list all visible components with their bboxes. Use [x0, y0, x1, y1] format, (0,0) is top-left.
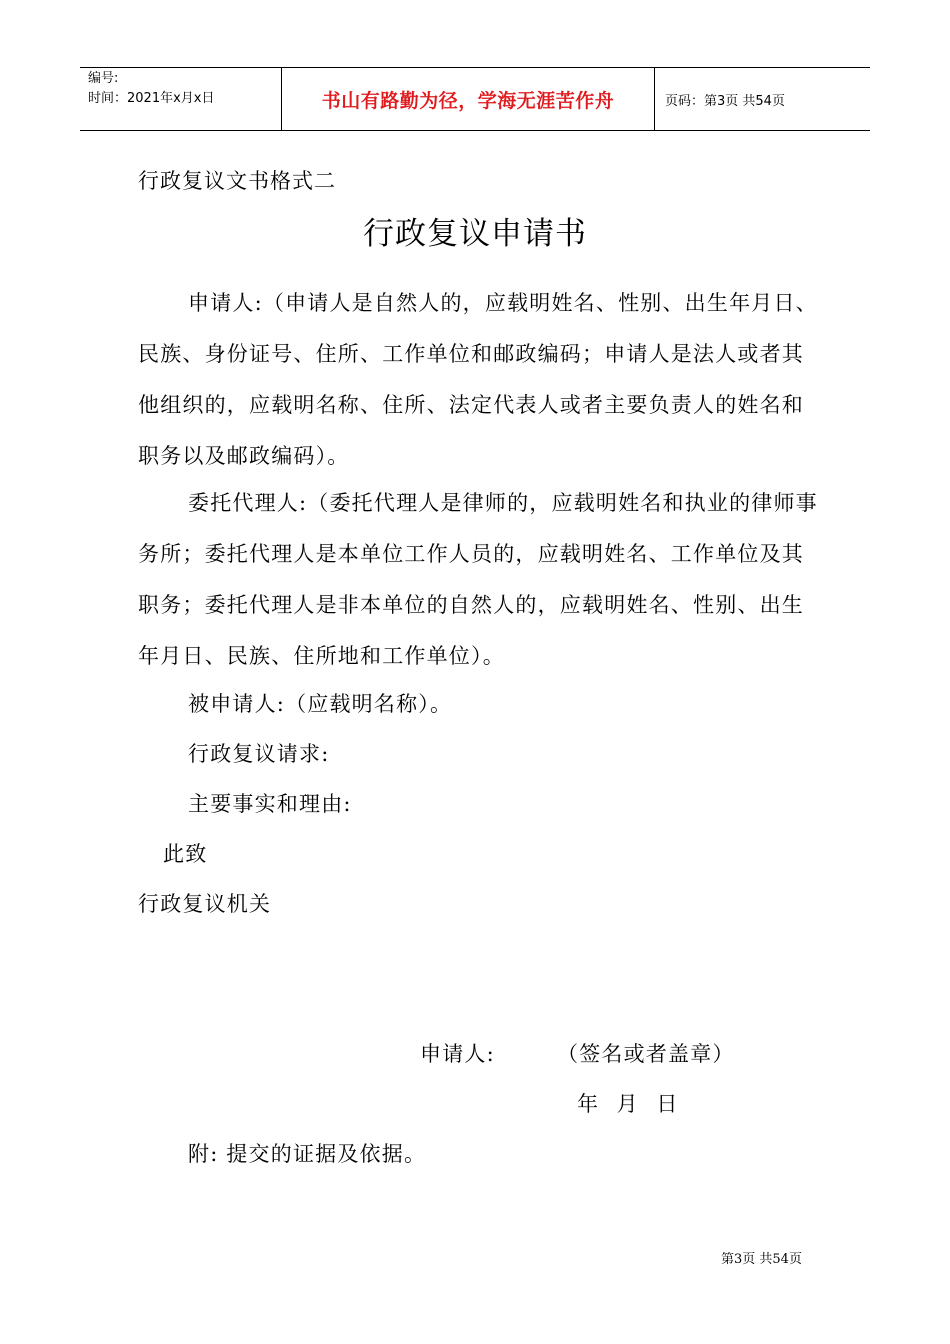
request-line: 行政复议请求:	[188, 742, 330, 766]
document-type-line: 行政复议文书格式二	[138, 169, 336, 193]
signature-label: 申请人:	[420, 1042, 495, 1066]
header-meta	[80, 68, 282, 130]
respondent-line: 被申请人:（应载明名称）。	[188, 692, 453, 716]
header-page-label: 页码：第3页 共54页	[665, 93, 785, 109]
time-label: 时间：2021年x月x日	[88, 91, 215, 106]
page-header	[80, 67, 870, 131]
agent-paragraph: 委托代理人:（委托代理人是律师的，应载明姓名和执业的律师事务所；委托代理人是本单位工作人员的，应载明姓名、工作单位及其职务；委托代理人是非本单位的自然人的，应载明姓名、性别、出生年月日、民族、住所地和工作单位）。	[138, 491, 818, 668]
document-title: 行政复议申请书	[363, 216, 587, 252]
header-slogan: 书山有路勤为径，学海无涯苦作舟	[282, 68, 655, 130]
attachment-line: 附: 提交的证据及依据。	[188, 1142, 427, 1166]
signature-note: （签名或者盖章）	[557, 1042, 735, 1066]
date-line: 年 月 日	[577, 1092, 684, 1116]
facts-line: 主要事实和理由:	[188, 792, 352, 816]
applicant-paragraph: 申请人:（申请人是自然人的，应载明姓名、性别、出生年月日、民族、身份证号、住所、工作单位和邮政编码；申请人是法人或者其他组织的，应载明名称、住所、法定代表人或者主要负责人的姓名和职务以及邮政编码）。	[138, 291, 818, 468]
number-label: 编号:	[88, 71, 119, 86]
salutation-line: 此致	[163, 842, 208, 866]
recipient-line: 行政复议机关	[138, 892, 272, 916]
page-footer: 第3页 共54页	[721, 1252, 802, 1267]
